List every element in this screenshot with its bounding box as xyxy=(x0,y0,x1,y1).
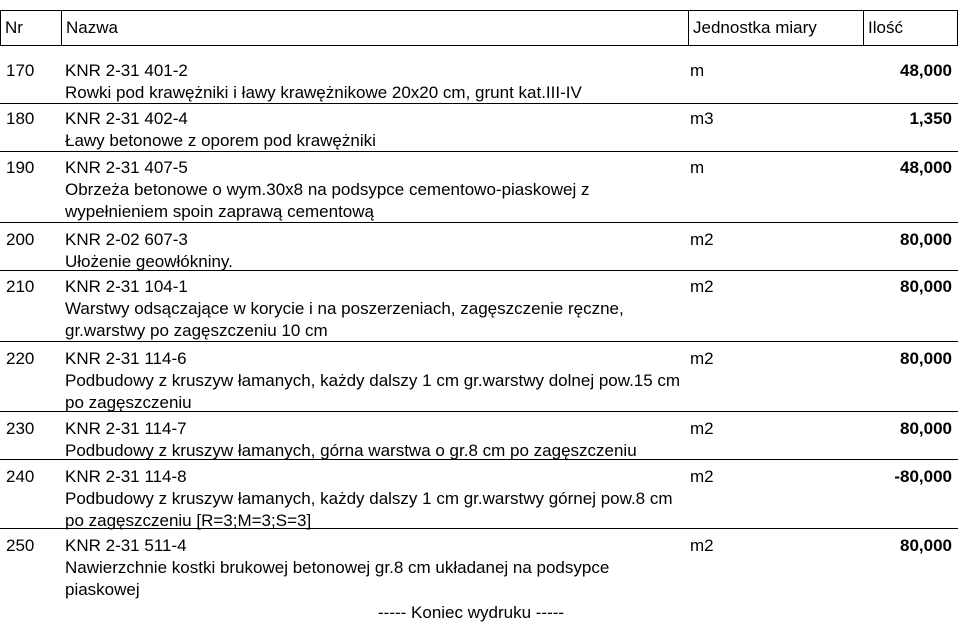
header-qty: Ilość xyxy=(868,18,903,37)
row-code: KNR 2-31 401-2 xyxy=(65,61,188,80)
row-unit: m2 xyxy=(690,467,714,486)
row-description: Ułożenie geowłókniny. xyxy=(65,252,233,271)
row-unit: m2 xyxy=(690,230,714,249)
row-unit: m3 xyxy=(690,109,714,128)
row-nr: 200 xyxy=(6,230,35,249)
row-quantity: 1,350 xyxy=(909,109,952,128)
row-quantity: 48,000 xyxy=(900,61,952,80)
row-description: Nawierzchnie kostki brukowej betonowej gr.8 cm układanej na podsypce piaskowej xyxy=(65,558,610,599)
row-nr: 250 xyxy=(6,536,35,555)
row-code: KNR 2-31 402-4 xyxy=(65,109,188,128)
row-nr: 180 xyxy=(6,109,35,128)
separator-line xyxy=(0,459,958,460)
row-quantity: -80,000 xyxy=(894,467,952,486)
row-code: KNR 2-31 407-5 xyxy=(65,158,188,177)
row-quantity: 80,000 xyxy=(900,277,952,296)
row-nr: 210 xyxy=(6,277,35,296)
row-nr: 220 xyxy=(6,349,35,368)
row-quantity: 80,000 xyxy=(900,419,952,438)
row-description: Podbudowy z kruszyw łamanych, każdy dalszy 1 cm gr.warstwy górnej pow.8 cm po zagęszczeniu [R=3;M=3;S=3] xyxy=(65,489,673,530)
row-description: Obrzeża betonowe o wym.30x8 na podsypce cementowo-piaskowej z wypełnieniem spoin zaprawą cementową xyxy=(65,180,590,221)
row-nr: 240 xyxy=(6,467,35,486)
table-header xyxy=(0,10,958,46)
header-name: Nazwa xyxy=(62,11,689,45)
separator-line xyxy=(0,341,958,342)
separator-line xyxy=(0,103,958,104)
row-description: Podbudowy z kruszyw łamanych, górna warstwa o gr.8 cm po zagęszczeniu xyxy=(65,441,637,460)
end-of-print: ----- Koniec wydruku ----- xyxy=(378,603,565,622)
row-quantity: 80,000 xyxy=(900,536,952,555)
row-code: KNR 2-31 511-4 xyxy=(65,536,187,555)
header-unit: Jednostka miary xyxy=(689,11,864,45)
row-quantity: 80,000 xyxy=(900,349,952,368)
row-unit: m2 xyxy=(690,536,714,555)
row-unit: m2 xyxy=(690,277,714,296)
row-unit: m xyxy=(690,158,705,177)
row-description: Ławy betonowe z oporem pod krawężniki xyxy=(65,131,376,150)
row-code: KNR 2-02 607-3 xyxy=(65,230,188,249)
row-quantity: 80,000 xyxy=(900,230,952,249)
separator-line xyxy=(0,411,958,412)
row-description: Warstwy odsączające w korycie i na poszerzeniach, zagęszczenie ręczne, gr.warstwy po zagęszczeniu 10 cm xyxy=(65,299,624,340)
header-nr: Nr xyxy=(1,11,62,45)
row-unit: m2 xyxy=(690,349,714,368)
row-unit: m xyxy=(690,61,705,80)
row-description: Podbudowy z kruszyw łamanych, każdy dalszy 1 cm gr.warstwy dolnej pow.15 cm po zagęszczeniu xyxy=(65,371,681,412)
separator-line xyxy=(0,222,958,223)
row-nr: 190 xyxy=(6,158,35,177)
row-nr: 230 xyxy=(6,419,35,438)
row-code: KNR 2-31 104-1 xyxy=(65,277,188,296)
row-unit: m2 xyxy=(690,419,714,438)
row-quantity: 48,000 xyxy=(900,158,952,177)
row-nr: 170 xyxy=(6,61,35,80)
row-description: Rowki pod krawężniki i ławy krawężnikowe 20x20 cm, grunt kat.III-IV xyxy=(65,83,582,102)
separator-line xyxy=(0,151,958,152)
row-code: KNR 2-31 114-7 xyxy=(65,419,187,438)
row-code: KNR 2-31 114-8 xyxy=(65,467,187,486)
row-code: KNR 2-31 114-6 xyxy=(65,349,187,368)
separator-line xyxy=(0,528,958,529)
separator-line xyxy=(0,270,958,271)
